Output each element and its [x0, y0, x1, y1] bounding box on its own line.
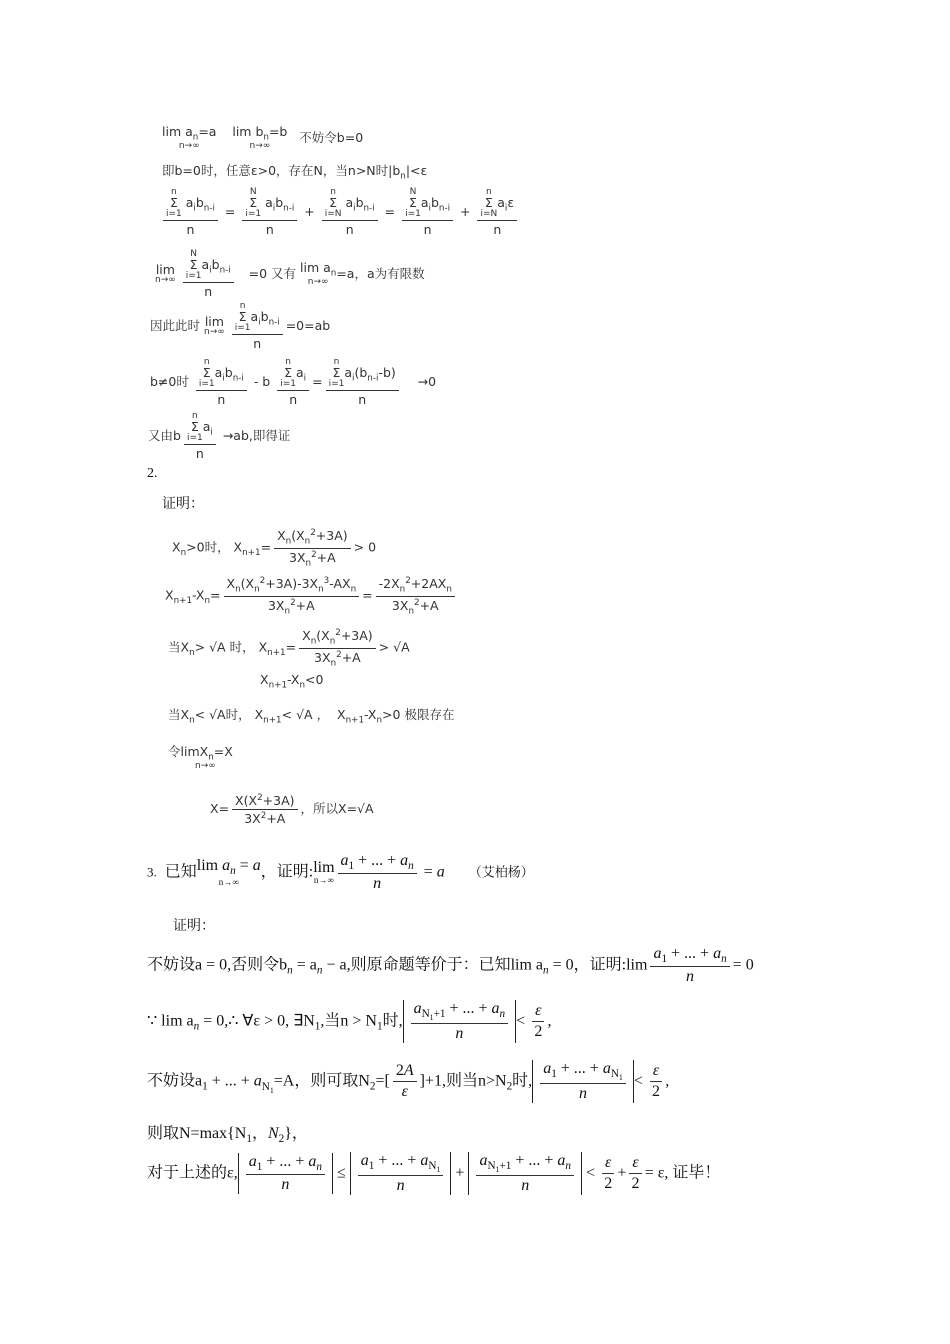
- s1-line5: 因此此时 lim n→∞ n Σ i=1 $a_ib_{n-i}$ n =0=ab: [150, 301, 331, 351]
- s1-line6: b≠0时 n Σ i=1 $a_ib_{n-i}$ n - b n Σ i=1 $a_i$ n = n Σ i=1 $a_i(b_{n-i}-b)$ n →0: [150, 357, 437, 407]
- s2-line6: 令limX$_n$=X n→∞: [168, 744, 233, 772]
- s1-line1: [162, 126, 363, 151]
- s1-assume: 不妨令b=0: [299, 130, 364, 146]
- s3-p3: 不妨设$a_1$ + ... + $a_{N_1}=A$，则可取$N_2=$[ $\frac{2A}{\varepsilon}$ ]+1,则当$n>N_2$时, $\frac{a_1 + ... + a_{N_1}}{n}$ < $\frac{\varepsilon}{2}$ ,: [147, 1060, 670, 1103]
- s2-line1: $X_n>0$时， $X_{n+1}=$ $\frac{X_n(X_n^2+3A)}{3X_n^2+A}$ > 0: [172, 528, 377, 569]
- lim-b: $\lim b_n=b$ n→∞: [232, 124, 288, 152]
- s3-p1: 不妨设a = 0,否则令$b_n = a_n - a$,则原命题等价于：已知$\lim a_n = 0$，证明:lim $\frac{a_1 + ... + a_n}{n}$ = 0: [147, 945, 754, 986]
- s2-line5: 当$X_n< √A$时， $X_{n+1}< √A$ ， $X_{n+1}-X_n>0$ 极限存在: [168, 707, 455, 726]
- s2-line4: $X_{n+1}-X_n<0$: [260, 672, 324, 691]
- s2-line3: 当$X_n> √A$ 时， $X_{n+1}=$ $\frac{X_n(X_n^2+3A)}{3X_n^2+A}$ > √A: [168, 628, 410, 669]
- s3-p5: 对于上述的ε, $\frac{a_1 + ... + a_n}{n}$ ≤ $\frac{a_1 + ... + a_{N_1}}{n}$ + $\frac{a_{N_1+1} + ... + a_n}{n}$ < $\frac{\varepsilon}{2}$ + $\frac{\varepsilon}{2}$ = ε, 证毕！: [147, 1152, 721, 1195]
- s2-proof-label: 证明：: [162, 497, 204, 512]
- s1-line7: 又由b n Σ i=1 $a_i$ n →ab,即得证: [148, 411, 291, 461]
- s2-line7: X= $\frac{X(X^2+3A)}{3X^2+A}$ ，所以X=√A: [210, 793, 374, 827]
- s2-number: 2.: [147, 466, 158, 481]
- s3-proof-label: 证明：: [173, 919, 215, 934]
- s2-line2: $X_{n+1}-X_n=$ $\frac{X_n(X_n^2+3A)-3X_n^3-AX_n}{3X_n^2+A}$ = $\frac{-2X_n^2+2AX_n}{3X_n^2+A}$: [165, 576, 458, 616]
- s1-line3: n Σ i=1 $a_ib_{n-i}$ n = N Σ i=1 $a_ib_{n-i}$ n + n Σ i=N $a_ib_{n-i}$ n = N Σ i=1 $a_ib_{n-i}$ n + n Σ i=N $a_i\varepsilon$ n: [160, 188, 520, 237]
- lim-a: $\lim a_n=a$ n→∞: [162, 124, 217, 152]
- s3-statement: 3. 已知$\lim a_n = a$ n→∞ ，证明:lim n→∞ $\frac{a_1 + ... + a_n}{n}$ = a （艾柏杨）: [147, 852, 534, 893]
- s1-line4: lim n→∞ N Σ i=1 $a_ib_{n-i}$ n =0 又有 $\lim a_n$ n→∞ =a，a为有限数: [155, 249, 425, 299]
- s1-line2: 即b=0时，任意ε>0，存在N，当n>N时$|b_n|<\varepsilon$: [162, 163, 428, 182]
- s3-p4: 则取$N=\max\{N_1$，$N_2$}，: [147, 1125, 308, 1146]
- s3-p2: ∵ $\lim a_n$ = 0,∴ ∀ε > 0, $\exists N_1$,当$n > N_1$时, $\frac{a_{N_1+1} + ... + a_n}{n}$ < $\frac{\varepsilon}{2}$ ,: [147, 1000, 552, 1043]
